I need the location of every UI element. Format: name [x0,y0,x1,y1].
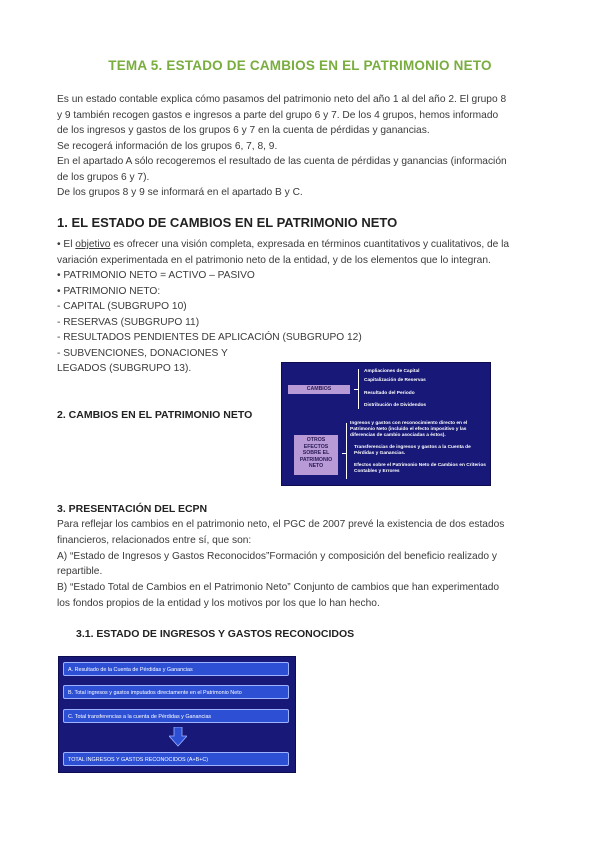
box-line: SOBRE EL [302,450,330,456]
intro-line: De los grupos 8 y 9 se informará en el apartado B y C. [57,187,303,198]
diagram-item: Efectos sobre el Patrimonio Neto de Cambios en Criterios Contables y Errores [354,463,486,474]
section3-line: repartible. [57,566,103,578]
bullet-item: • PATRIMONIO NETO: [57,285,161,297]
intro-line: de los grupos 6 y 7). [57,171,150,183]
cambios-box: CAMBIOS [288,385,350,394]
bullet-item: - CAPITAL (SUBGRUPO 10) [57,301,187,312]
intro-line: Se recogerá información de los grupos 6, 7, 8, 9. [57,140,278,152]
bullet-item: - RESERVAS (SUBGRUPO 11) [57,316,200,328]
box-line: EFECTOS [303,443,329,450]
cambios-diagram [281,362,491,486]
box-line: NETO [308,463,324,469]
box-line: PATRIMONIO [299,456,333,463]
section31-heading: 3.1. ESTADO DE INGRESOS Y GASTOS RECONOCIDOS [76,628,355,640]
diagram-item: Ampliaciones de Capital [364,369,420,374]
section3-line: Para reflejar los cambios en el patrimonio neto, el PGC de 2007 prevé la existencia de dos estados [57,519,505,530]
intro-paragraph [57,92,557,201]
section3-line: financieros, relacionados entre sí, que son: [57,534,252,546]
otros-efectos-box [294,435,338,475]
box-line: OTROS [306,437,326,443]
diagram-bar-c: C. Total transferencias a la cuenta de Pérdidas y Ganancias [63,709,289,723]
intro-line: y 9 también recogen gastos e ingresos a parte del grupo 6 y 7. De los 4 grupos, hemos informado [57,109,499,121]
down-arrow-icon [169,727,187,747]
text-fragment: es ofrecer una visión completa, expresada en términos cuantitativos y cualitativos, de la [110,239,510,250]
diagram-bar-b: B. Total ingresos y gastos imputados directamente en el Patrimonio Neto [63,685,289,699]
diagram-item: Ingresos y gastos con reconocimiento directo en el Patrimonio Neto (incluido el efecto impositivo y las diferencias de cambio asociadas a éstos). [350,421,468,438]
bullet-item: - RESULTADOS PENDIENTES DE APLICACIÓN (SUBGRUPO 12) [57,332,362,343]
section3-line: B) “Estado Total de Cambios en el Patrimonio Neto” Conjunto de cambios que han experimentado [57,582,500,594]
section3-heading: 3. PRESENTACIÓN DEL ECPN [57,503,208,515]
section2-heading: 2. CAMBIOS EN EL PATRIMONIO NETO [57,409,253,421]
intro-line: de los ingresos y gastos de los grupos 6 y 7 en la cuenta de pérdidas y ganancias. [57,125,430,136]
bracket-line [358,369,359,409]
document-title: TEMA 5. ESTADO DE CAMBIOS EN EL PATRIMONIO NETO [108,58,492,73]
objetivo-link[interactable]: objetivo [75,239,111,250]
diagram-bar-a: A. Resultado de la Cuenta de Pérdidas y Ganancias [63,662,289,676]
section3-line: los fondos propios de la entidad y los motivos por los que lo han hecho. [57,597,380,609]
section3-line: A) “Estado de Ingresos y Gastos Reconocidos”Formación y composición del beneficio realizado y [57,550,497,562]
section1-heading: 1. EL ESTADO DE CAMBIOS EN EL PATRIMONIO NETO [57,215,398,230]
diagram-bar-total: TOTAL INGRESOS Y GASTOS RECONOCIDOS (A+B+C) [63,752,289,766]
diagram-item: Distribución de Dividendos [364,403,427,408]
bullet-item: • PATRIMONIO NETO = ACTIVO – PASIVO [57,270,255,281]
section1-line: variación experimentada en el patrimonio neto de la entidad, y de los elementos que lo integran. [57,254,491,266]
section1-line [57,237,557,253]
bullet-item: LEGADOS (SUBGRUPO 13). [57,363,192,374]
section1-body [57,237,557,377]
section3-body [57,517,557,612]
text-fragment: • El [57,239,76,250]
bullet-item: - SUBVENCIONES, DONACIONES Y [57,347,228,359]
diagram-item: Capitalización de Reservas [364,378,426,383]
diagram-item: Resultado del Periodo [364,391,415,396]
diagram-item: Transferencias de ingresos y gastos a la Cuenta de Pérdidas y Ganancias. [354,445,471,456]
intro-line: En el apartado A sólo recogeremos el resultado de las cuenta de pérdidas y ganancias (información [57,156,507,167]
intro-line: Es un estado contable explica cómo pasamos del patrimonio neto del año 1 al del año 2. El grupo 8 [57,94,507,105]
bracket-line [346,423,347,479]
ingresos-gastos-diagram [58,656,296,773]
